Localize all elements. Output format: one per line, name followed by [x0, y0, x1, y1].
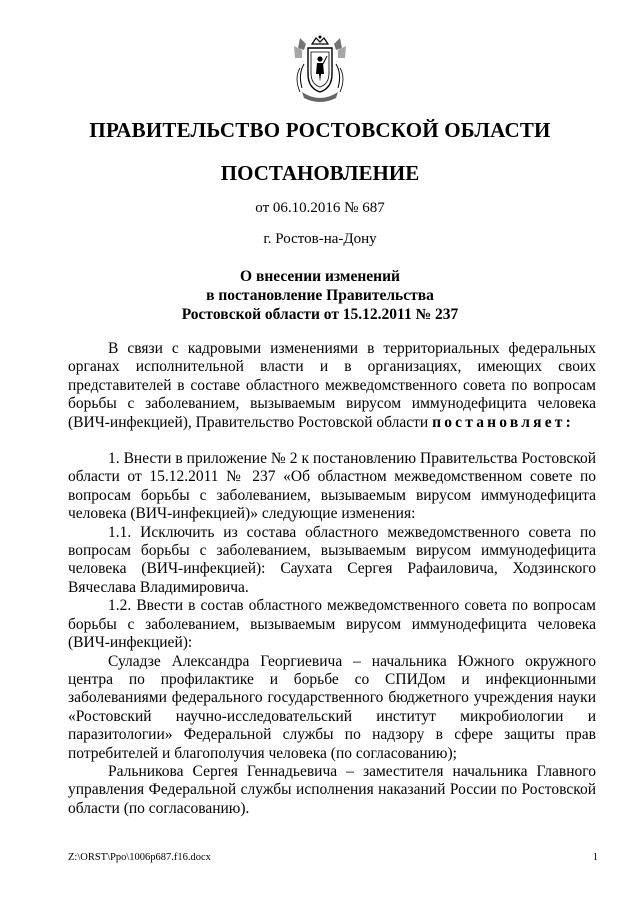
- page-number: 1: [592, 852, 598, 863]
- document-city: г. Ростов-на-Дону: [263, 231, 377, 247]
- footer-file-path: Z:\ORST\Ppo\1006p687.f16.docx: [68, 852, 211, 863]
- member-2-paragraph: Ральникова Сергея Геннадьевича – заместителя начальника Главного управления Федеральной службы исполнения наказаний России по Ростовской области (по согласованию).: [68, 762, 596, 817]
- rostov-oblast-coat-of-arms-icon: [290, 34, 350, 104]
- item-1-2-paragraph: 1.2. Ввести в состав областного межведомственного совета по вопросам борьбы с заболеванием, вызываемым вирусом иммунодефицита человека (ВИЧ-инфекцией):: [68, 597, 596, 652]
- subject-line: О внесении изменений: [240, 268, 400, 285]
- item-1-1-paragraph: 1.1. Исключить из состава областного межведомственного совета по вопросам борьбы с заболеванием, вызываемым вирусом иммунодефицита человека (ВИЧ-инфекцией): Саухата Сергея Рафаиловича, Ходзинского Вячеслава Владимировича.: [68, 523, 596, 596]
- document-subject: [0, 267, 640, 324]
- organization-title: ПРАВИТЕЛЬСТВО РОСТОВСКОЙ ОБЛАСТИ: [89, 118, 551, 142]
- preamble-text: В связи с кадровыми изменениями в территориальных федеральных органах исполнительной власти и в организациях, имеющих своих представителей в составе областного межведомственного совета по вопросам борьбы с заболеванием, вызываемым вирусом иммунодефицита человека (ВИЧ-инфекцией), Правительство Ростовской области: [68, 340, 596, 431]
- subject-line: в постановление Правительства: [206, 287, 434, 304]
- document-date-number: от 06.10.2016 № 687: [255, 200, 385, 216]
- item-1-paragraph: 1. Внести в приложение № 2 к постановлению Правительства Ростовской области от 15.12.2011 № 237 «Об областном межведомственном совете по вопросам борьбы с заболеванием, вызываемым вирусом иммунодефицита человека (ВИЧ-инфекцией)» следующие изменения:: [68, 450, 596, 523]
- document-body: [68, 340, 596, 818]
- document-type-heading: ПОСТАНОВЛЕНИЕ: [220, 161, 420, 185]
- member-1-paragraph: Суладзе Александра Георгиевича – начальника Южного окружного центра по профилактике и борьбе со СПИДом и инфекционными заболеваниями федерального государственного бюджетного учреждения науки «Ростовский научно-исследовательский институт микробиологии и паразитологии» Федеральной службы по надзору в сфере защиты прав потребителей и благополучия человека (по согласованию);: [68, 652, 596, 762]
- decree-word: постановляет:: [432, 413, 574, 431]
- preamble-paragraph: [68, 340, 596, 432]
- subject-line: Ростовской области от 15.12.2011 № 237: [181, 306, 459, 323]
